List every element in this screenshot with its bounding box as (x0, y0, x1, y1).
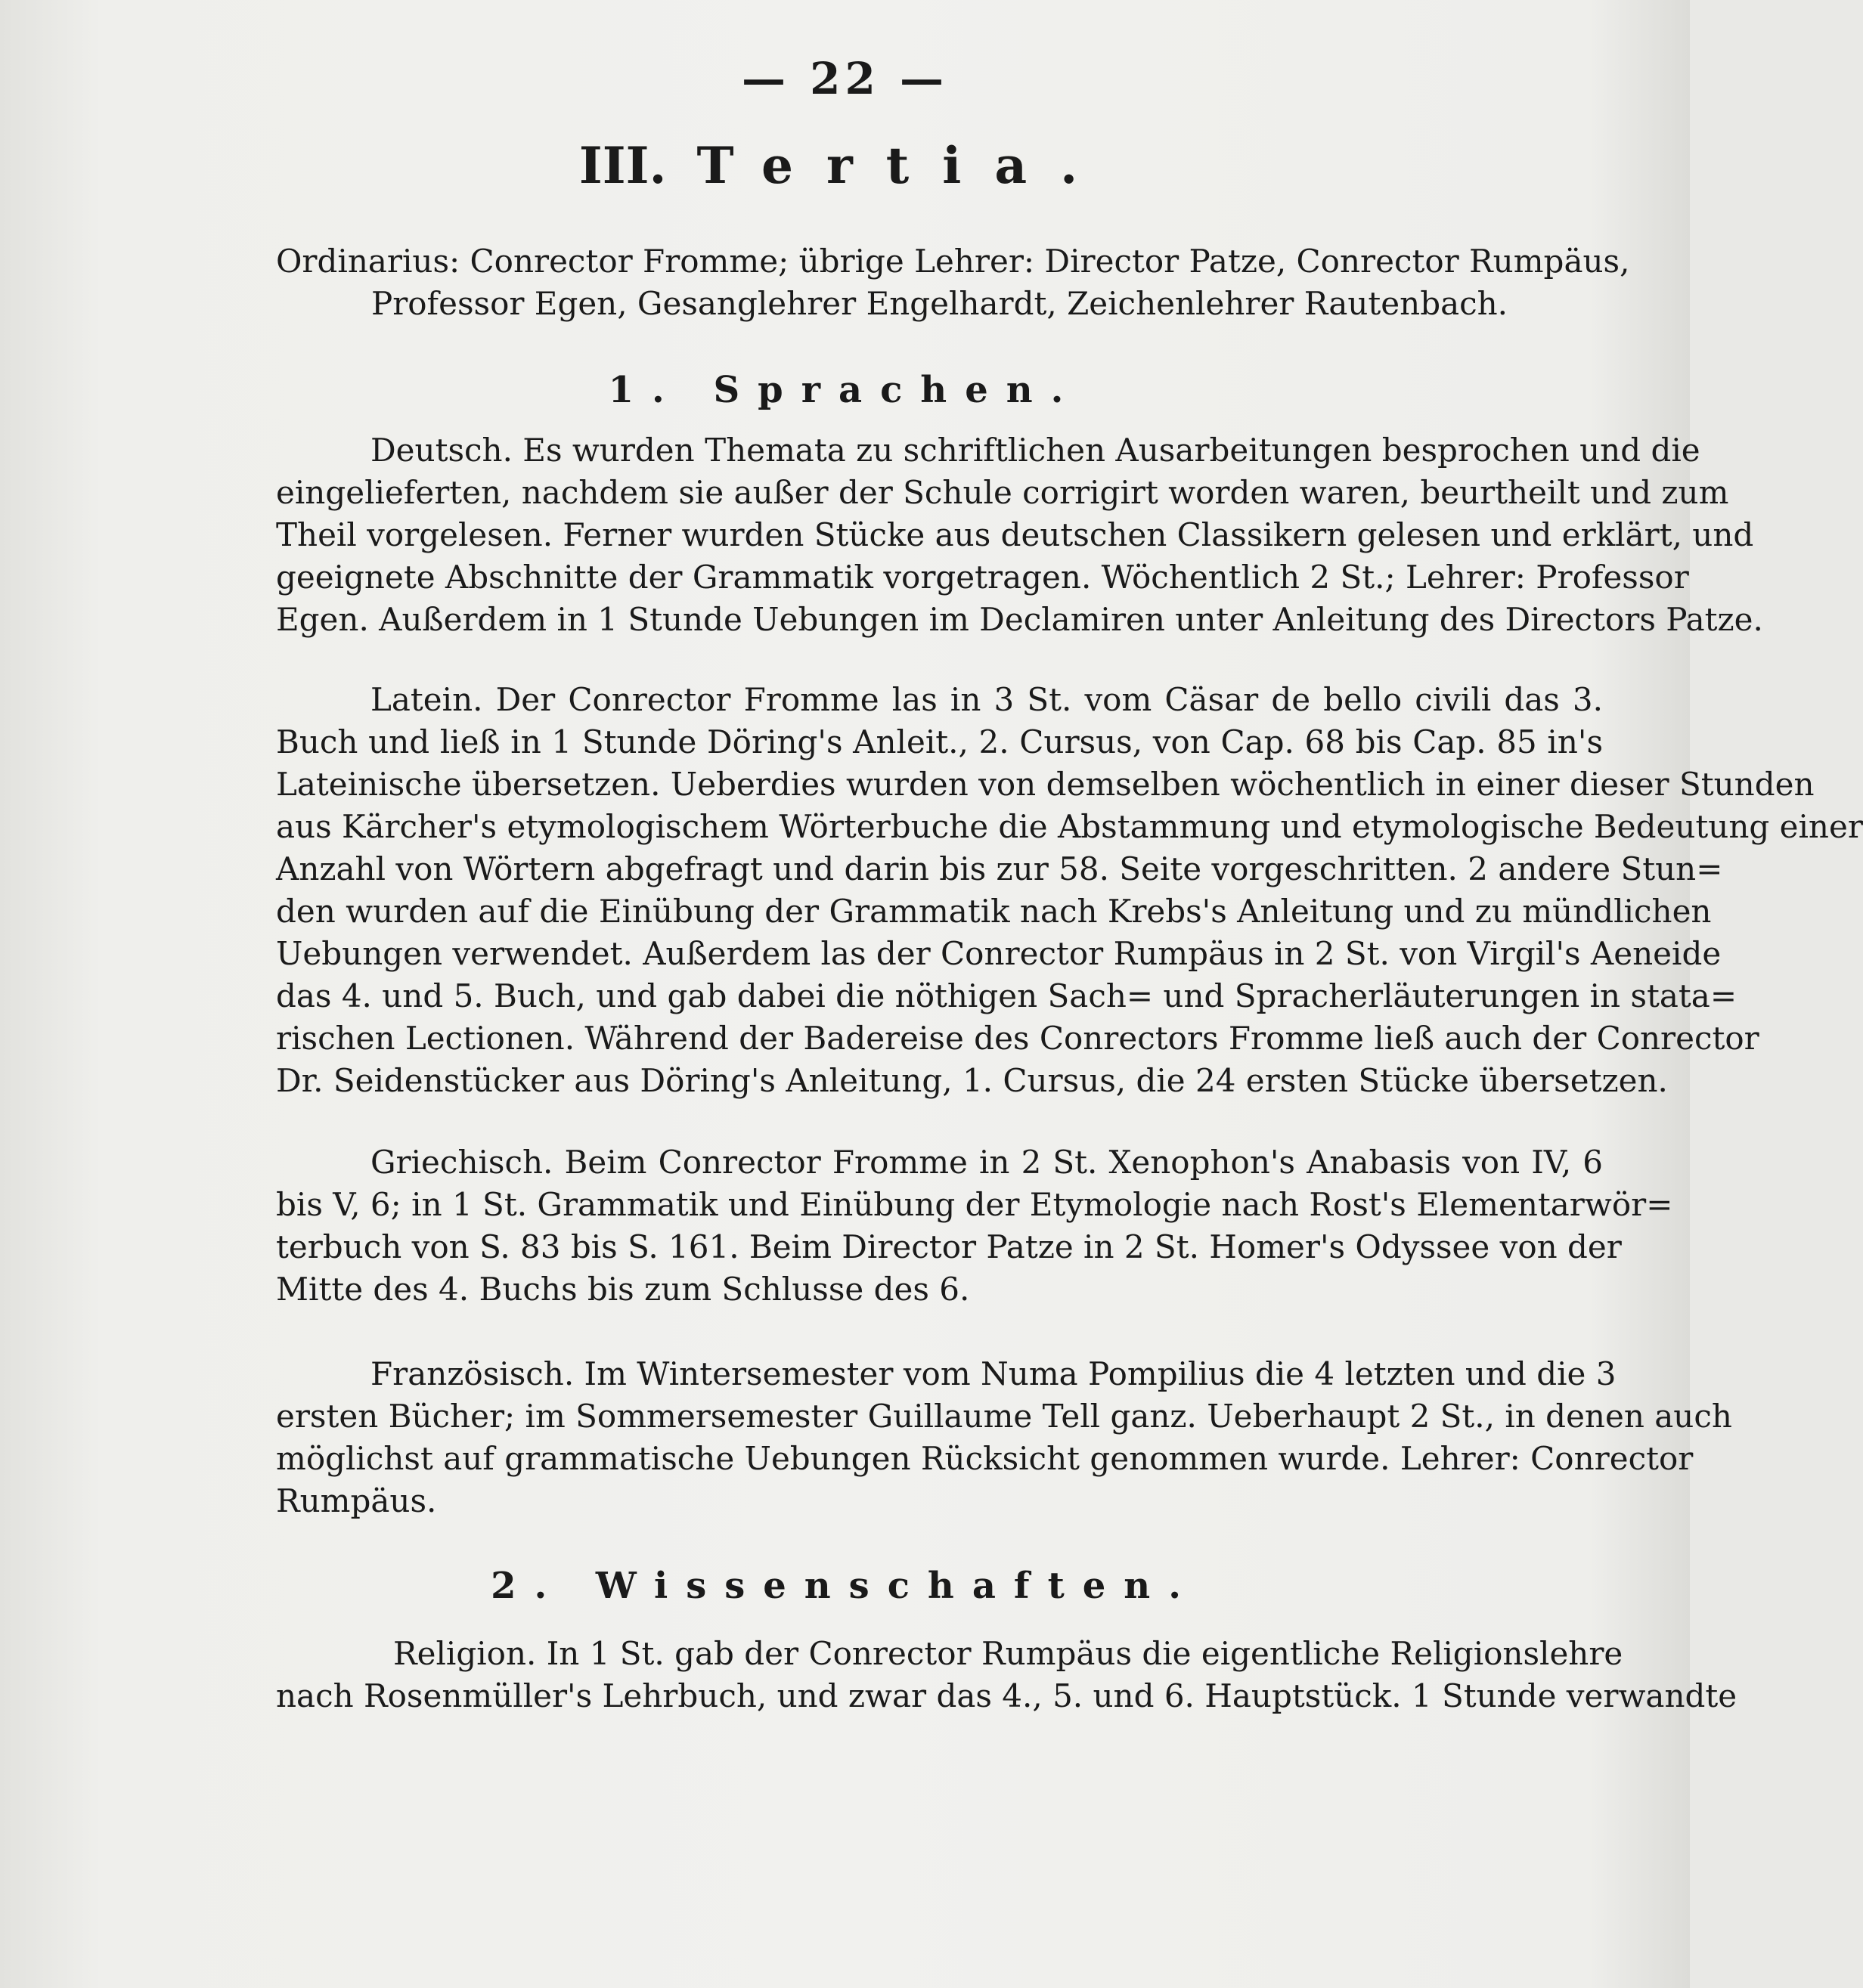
title-word: Tertia. (696, 136, 1111, 195)
ordinarius-line: Professor Egen, Gesanglehrer Engelhardt, Zeichenlehrer Rautenbach. (370, 285, 1508, 322)
griechisch-line: Mitte des 4. Buchs bis zum Schlusse des 6. (276, 1271, 970, 1308)
section-heading-wissenschaften: 2. Wissenschaften. (491, 1565, 1199, 1607)
latein-line: Anzahl von Wörtern abgefragt und darin bis zur 58. Seite vorgeschritten. 2 andere Stun= (276, 850, 1723, 887)
franzoesisch-line: Französisch. Im Wintersemester vom Numa Pompilius die 4 letzten und die 3 (370, 1355, 1617, 1392)
page-title (0, 136, 1690, 195)
latein-line: Uebungen verwendet. Außerdem las der Conrector Rumpäus in 2 St. von Virgil's Aeneide (276, 935, 1722, 972)
religion-line: Religion. In 1 St. gab der Conrector Rumpäus die eigentliche Religionslehre (393, 1635, 1623, 1672)
latein-line: den wurden auf die Einübung der Grammatik nach Krebs's Anleitung und zu mündlichen (276, 893, 1712, 930)
latein-line: Lateinische übersetzen. Ueberdies wurden von demselben wöchentlich in einer dieser Stunden (276, 766, 1815, 803)
latein-line: rischen Lectionen. Während der Badereise des Conrectors Fromme ließ auch der Conrector (276, 1020, 1759, 1057)
franzoesisch-line: ersten Bücher; im Sommersemester Guillaume Tell ganz. Ueberhaupt 2 St., in denen auch (276, 1398, 1732, 1435)
latein-line: Buch und ließ in 1 Stunde Döring's Anleit., 2. Cursus, von Cap. 68 bis Cap. 85 in's (276, 723, 1603, 760)
deutsch-line: Deutsch. Es wurden Themata zu schriftlichen Ausarbeitungen besprochen und die (370, 432, 1700, 469)
latein-line: Dr. Seidenstücker aus Döring's Anleitung, 1. Cursus, die 24 ersten Stücke übersetzen. (276, 1062, 1668, 1099)
deutsch-line: Theil vorgelesen. Ferner wurden Stücke aus deutschen Classikern gelesen und erklärt, und (276, 516, 1754, 553)
religion-line: nach Rosenmüller's Lehrbuch, und zwar das 4., 5. und 6. Hauptstück. 1 Stunde verwandte (276, 1677, 1737, 1714)
latein-line: aus Kärcher's etymologischem Wörterbuche die Abstammung und etymologische Bedeutung einer (276, 808, 1863, 845)
deutsch-line: eingelieferten, nachdem sie außer der Schule corrigirt worden waren, beurtheilt und zum (276, 474, 1729, 511)
latein-line: das 4. und 5. Buch, und gab dabei die nöthigen Sach= und Spracherläuterungen in stata= (276, 977, 1737, 1014)
section-heading-sprachen: 1. Sprachen. (608, 369, 1082, 411)
franzoesisch-line: möglichst auf grammatische Uebungen Rücksicht genommen wurde. Lehrer: Conrector (276, 1440, 1694, 1477)
franzoesisch-line: Rumpäus. (276, 1482, 437, 1519)
griechisch-line: terbuch von S. 83 bis S. 161. Beim Director Patze in 2 St. Homer's Odyssee von der (276, 1228, 1622, 1265)
title-roman-numeral: III. (578, 136, 667, 195)
griechisch-line: Griechisch. Beim Conrector Fromme in 2 St. Xenophon's Anabasis von IV, 6 (370, 1144, 1603, 1181)
latein-line: Latein. Der Conrector Fromme las in 3 St. vom Cäsar de bello civili das 3. (370, 681, 1603, 718)
deutsch-line: geeignete Abschnitte der Grammatik vorgetragen. Wöchentlich 2 St.; Lehrer: Professor (276, 559, 1689, 596)
deutsch-line: Egen. Außerdem in 1 Stunde Uebungen im Declamiren unter Anleitung des Directors Patze. (276, 601, 1763, 638)
page-number: — 22 — (741, 53, 949, 104)
ordinarius-line: Ordinarius: Conrector Fromme; übrige Lehrer: Director Patze, Conrector Rumpäus, (276, 243, 1630, 280)
griechisch-line: bis V, 6; in 1 St. Grammatik und Einübung der Etymologie nach Rost's Elementarwör= (276, 1186, 1673, 1223)
